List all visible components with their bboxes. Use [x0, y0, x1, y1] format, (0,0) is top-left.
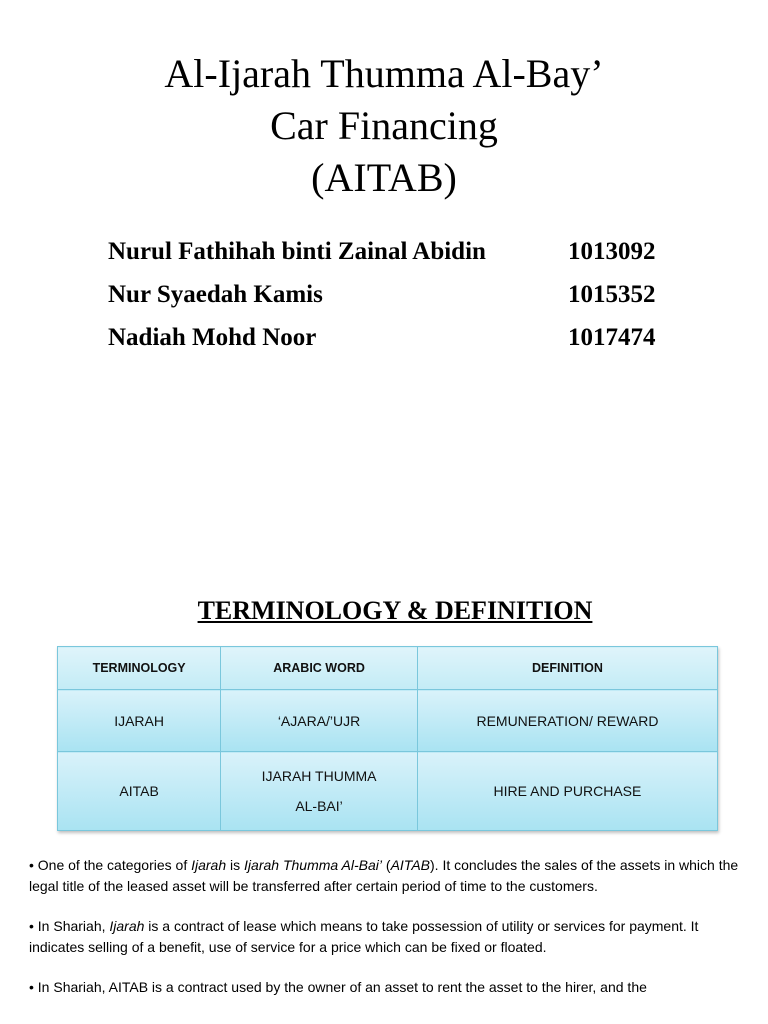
table-row [58, 690, 718, 752]
author-id: 1015352 [568, 280, 656, 308]
title-line-2: Car Financing [270, 103, 498, 148]
bullet-item: • In Shariah, Ijarah is a contract of lease which means to take possession of utility or services for payment. It indicates selling of a benefit, use of service for a price which can be fixed or floated. [29, 918, 699, 955]
bullet-item: • One of the categories of Ijarah is Ijarah Thumma Al-Bai’ (AITAB). It concludes the sales of the assets in which the legal title of the leased asset will be transferred after certain period of time to the customers. [29, 857, 739, 894]
table-row [58, 752, 718, 831]
bullet-list [29, 855, 739, 1017]
column-header-arabic-word: ARABIC WORD [221, 647, 418, 690]
column-header-terminology: TERMINOLOGY [58, 647, 221, 690]
author-row [108, 316, 688, 359]
section-heading: TERMINOLOGY & DEFINITION [197, 596, 593, 625]
cell-definition: REMUNERATION/ REWARD [417, 690, 717, 752]
title-line-1: Al-Ijarah Thumma Al-Bay’ [164, 51, 604, 96]
table-header-row [58, 647, 718, 690]
title-line-3: (AITAB) [311, 155, 457, 200]
author-id: 1017474 [568, 323, 656, 351]
author-name: Nur Syaedah Kamis [108, 280, 323, 308]
author-name: Nurul Fathihah binti Zainal Abidin [108, 237, 486, 265]
bullet-item: • In Shariah, AITAB is a contract used by the owner of an asset to rent the asset to the hirer, and the [29, 979, 647, 995]
arabic-line: AL-BAI’ [295, 798, 343, 814]
author-row [108, 273, 688, 316]
cell-definition: HIRE AND PURCHASE [417, 752, 717, 831]
author-row [108, 230, 688, 273]
author-name: Nadiah Mohd Noor [108, 323, 317, 351]
cell-term: IJARAH [58, 690, 221, 752]
column-header-definition: DEFINITION [417, 647, 717, 690]
arabic-line: IJARAH THUMMA [261, 768, 377, 784]
cell-arabic-word [221, 690, 418, 752]
author-list [108, 230, 688, 359]
author-id: 1013092 [568, 237, 656, 265]
arabic-line: ‘AJARA/’UJR [277, 712, 361, 729]
terminology-table [57, 646, 718, 831]
cell-arabic-word [221, 752, 418, 831]
cell-term: AITAB [58, 752, 221, 831]
page-title [0, 48, 768, 204]
